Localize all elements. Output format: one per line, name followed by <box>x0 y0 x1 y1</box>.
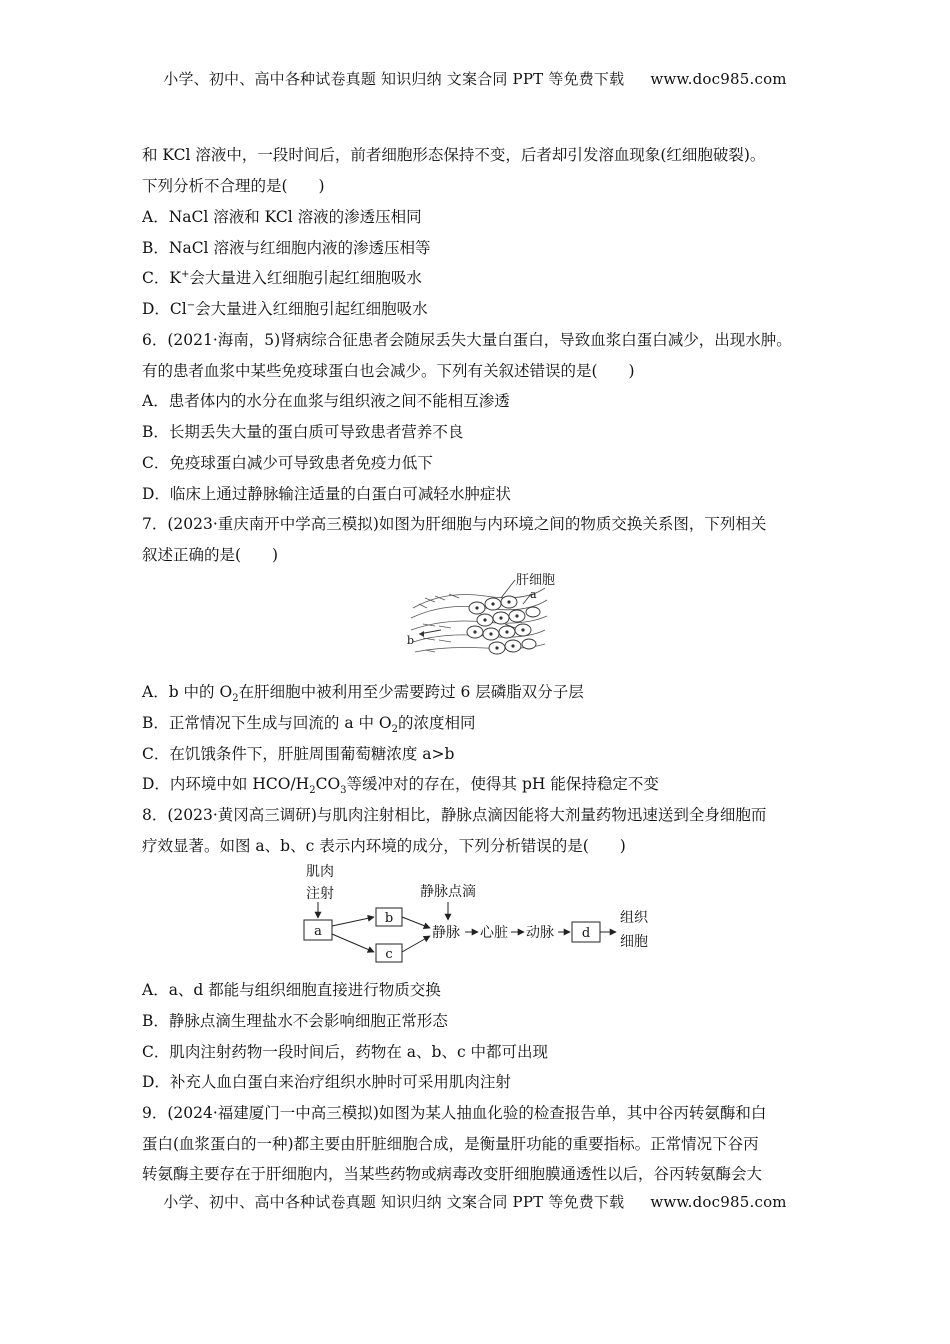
q9-stem-line2: 蛋白(血浆蛋白的一种)都主要由肝脏细胞合成，是衡量肝功能的重要指标。正常情况下谷丙 <box>142 1135 759 1153</box>
label-iv-drip: 静脉点滴 <box>420 884 476 900</box>
label-tissue: 组织 <box>620 910 648 926</box>
injection-flow-diagram <box>296 858 666 970</box>
q8-stem-line1: 8．(2023·黄冈高三调研)与肌肉注射相比，静脉点滴因能将大剂量药物迅速送到全身细胞而 <box>142 806 767 824</box>
q7-stem-line1: 7．(2023·重庆南开中学高三模拟)如图为肝细胞与内环境之间的物质交换关系图，下列相关 <box>142 515 767 533</box>
box-a-label: a <box>314 924 322 939</box>
q8-stem-line2: 疗效显著。如图 a、b、c 表示内环境的成分，下列分析错误的是( ) <box>142 837 626 855</box>
page-header <box>0 68 950 89</box>
q9-stem-line3: 转氨酶主要存在于肝细胞内，当某些药物或病毒改变肝细胞膜通透性以后，谷丙转氨酶会大 <box>142 1165 763 1183</box>
label-injection: 注射 <box>306 886 334 902</box>
q7-option-a: A．b 中的 $O_2$在肝细胞中被利用至少需要跨过 6 层磷脂双分子层 <box>142 683 584 705</box>
footer-site: www.doc985.com <box>650 1193 787 1211</box>
q5-option-c: C．K+会大量进入红细胞引起红细胞吸水 <box>142 268 422 287</box>
q6-stem-line1: 6．(2021·海南，5)肾病综合征患者会随尿丢失大量白蛋白，导致血浆白蛋白减少，出现水肿。 <box>142 331 792 349</box>
q7-option-b: B．正常情况下生成与回流的 a 中 $O_2$的浓度相同 <box>142 714 476 736</box>
q7-stem-line2: 叙述正确的是( ) <box>142 546 279 564</box>
q5-option-b: B．NaCl 溶液与红细胞内液的渗透压相等 <box>142 239 431 257</box>
q6-option-a: A．患者体内的水分在血浆与组织液之间不能相互渗透 <box>142 392 510 410</box>
header-site: www.doc985.com <box>650 70 787 88</box>
footer-text: 小学、初中、高中各种试卷真题 知识归纳 文案合同 PPT 等免费下载 <box>163 1193 625 1211</box>
box-b-label: b <box>384 911 394 926</box>
box-d-label: d <box>581 926 591 941</box>
label-liver-cell: 肝细胞 <box>516 573 555 588</box>
label-vein: 静脉 <box>432 925 460 941</box>
label-cell: 细胞 <box>620 934 648 950</box>
q8-option-d: D．补充人血白蛋白来治疗组织水肿时可采用肌肉注射 <box>142 1073 511 1091</box>
q6-option-c: C．免疫球蛋白减少可导致患者免疫力低下 <box>142 454 433 472</box>
q8-option-c: C．肌肉注射药物一段时间后，药物在 a、b、c 中都可出现 <box>142 1043 549 1061</box>
label-muscle: 肌肉 <box>306 864 334 880</box>
header-text: 小学、初中、高中各种试卷真题 知识归纳 文案合同 PPT 等免费下载 <box>163 70 625 88</box>
q5-stem-line2: 下列分析不合理的是( ) <box>142 177 325 195</box>
q8-option-a: A．a、d 都能与组织细胞直接进行物质交换 <box>142 981 441 999</box>
q6-option-d: D．临床上通过静脉输注适量的白蛋白可减轻水肿症状 <box>142 485 511 503</box>
q8-option-b: B．静脉点滴生理盐水不会影响细胞正常形态 <box>142 1012 448 1030</box>
q5-option-a: A．NaCl 溶液和 KCl 溶液的渗透压相同 <box>142 208 422 226</box>
q6-option-b: B．长期丢失大量的蛋白质可导致患者营养不良 <box>142 423 464 441</box>
label-a: a <box>530 588 537 601</box>
label-artery: 动脉 <box>526 925 554 941</box>
label-heart: 心脏 <box>480 925 508 941</box>
liver-cell-figure <box>405 568 555 666</box>
q7-option-c: C．在饥饿条件下，肝脏周围葡萄糖浓度 a>b <box>142 745 455 763</box>
box-c-label: c <box>385 947 393 962</box>
q6-stem-line2: 有的患者血浆中某些免疫球蛋白也会减少。下列有关叙述错误的是( ) <box>142 362 635 380</box>
label-b: b <box>407 634 415 647</box>
q5-stem-line1: 和 KCl 溶液中，一段时间后，前者细胞形态保持不变，后者却引发溶血现象(红细胞破裂)。 <box>142 146 766 164</box>
q9-stem-line1: 9．(2024·福建厦门一中高三模拟)如图为某人抽血化验的检查报告单，其中谷丙转氨酶和白 <box>142 1104 767 1122</box>
page-footer <box>0 1191 950 1212</box>
q5-option-d: D．Cl−会大量进入红细胞引起红细胞吸水 <box>142 299 428 318</box>
q7-option-d: D．内环境中如 HCO/$H_2CO_3$等缓冲对的存在，使得其 pH 能保持稳定不变 <box>142 775 659 797</box>
